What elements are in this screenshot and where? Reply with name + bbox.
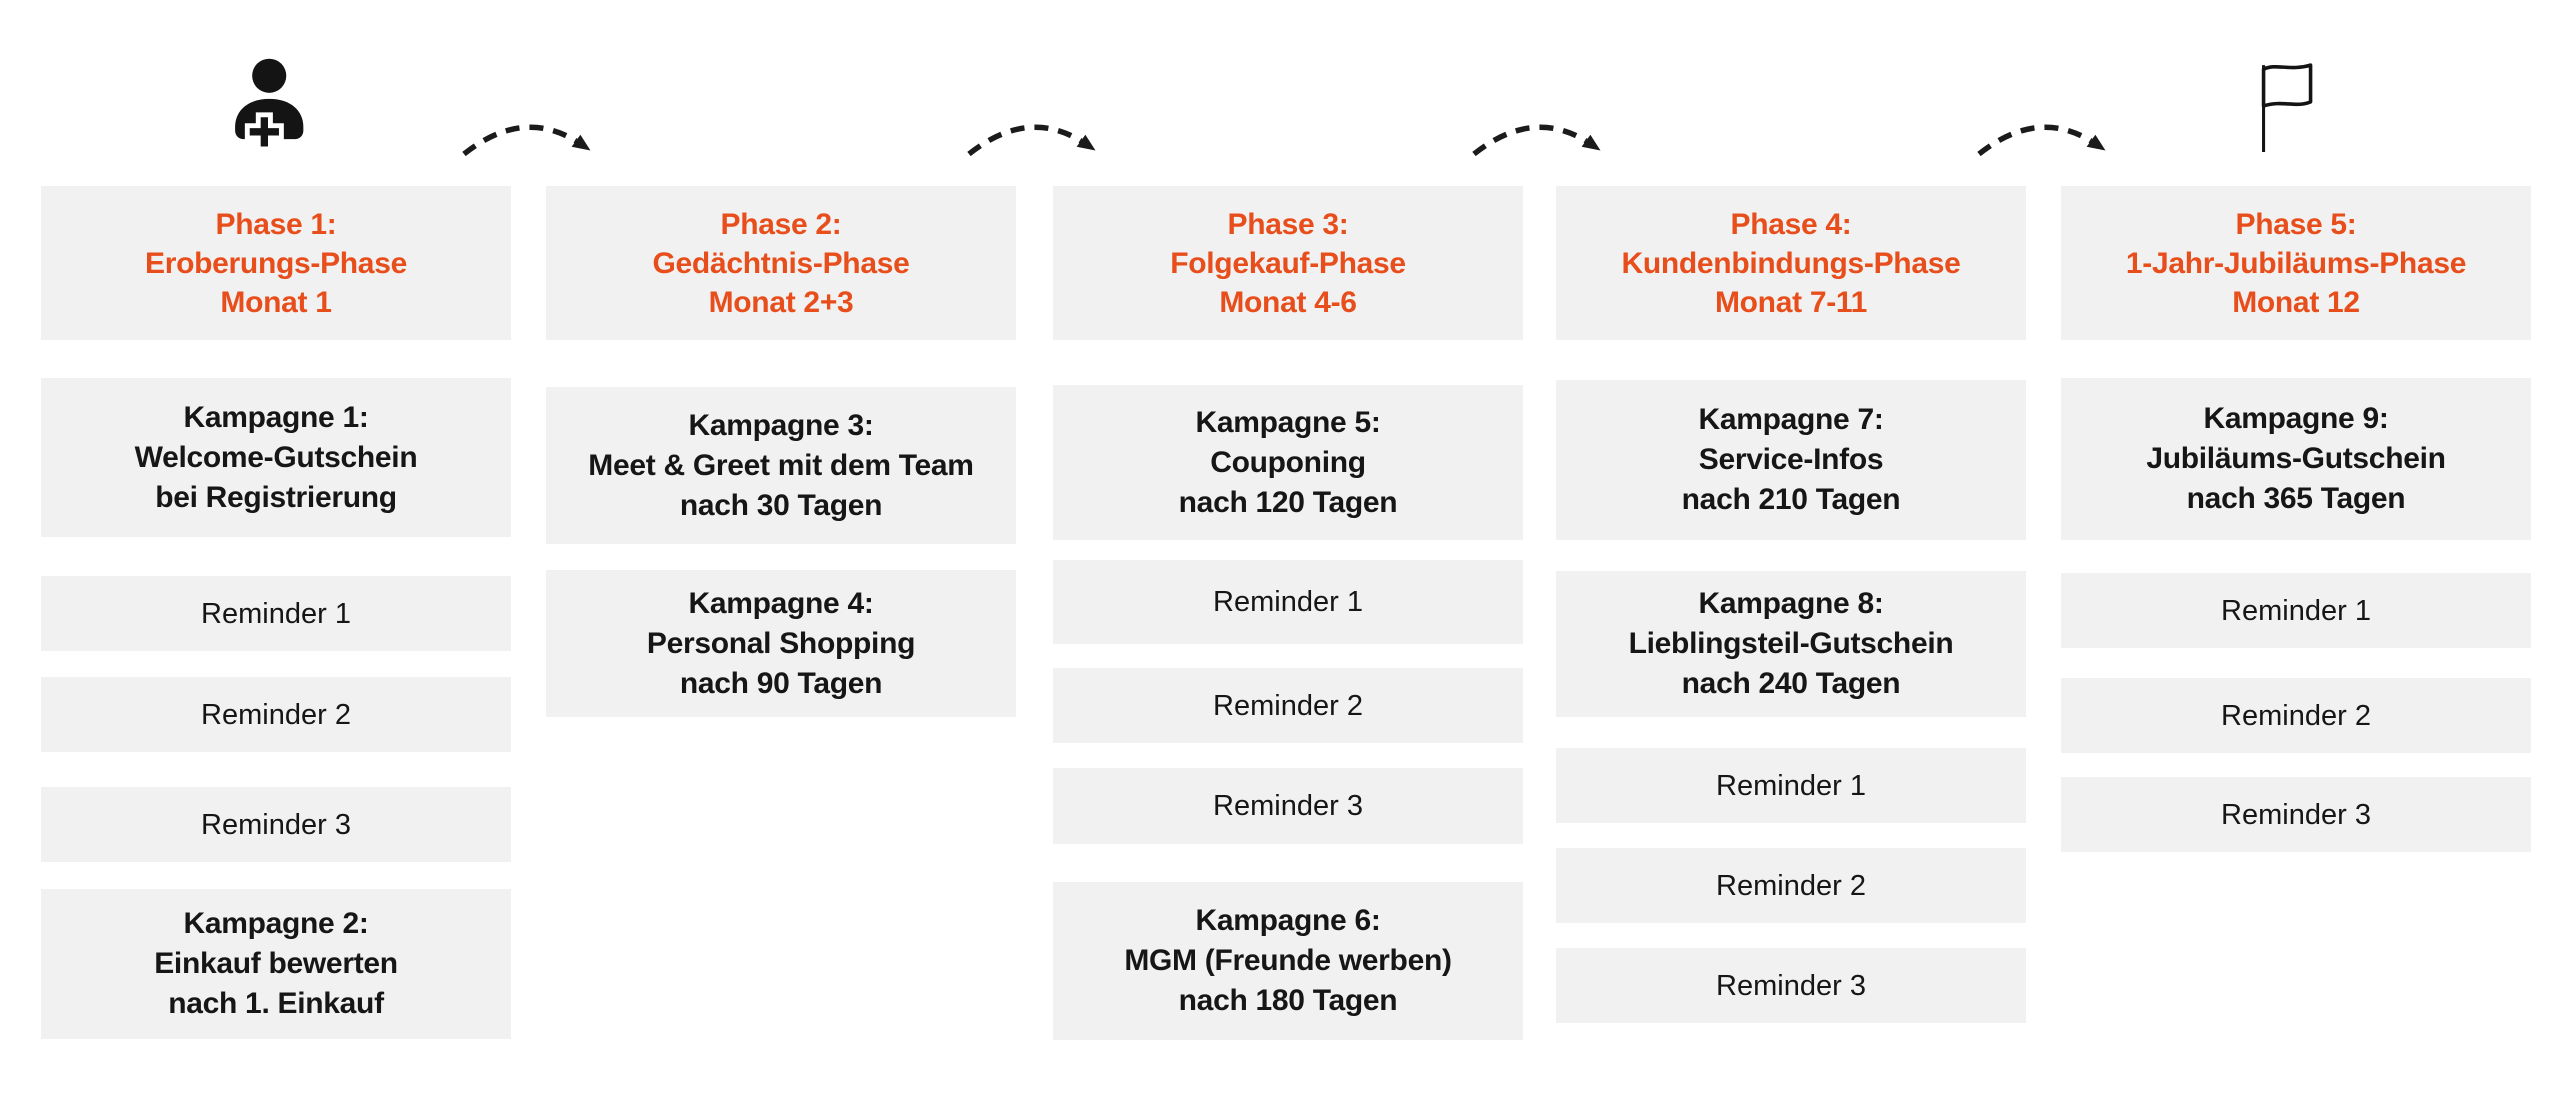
- campaign-box: [2061, 378, 2531, 540]
- campaign-description: Personal Shopping: [646, 626, 916, 660]
- phase-name: Folgekauf-Phase: [1170, 246, 1406, 280]
- campaign-box: [1556, 380, 2026, 540]
- reminder-box: [1556, 848, 2026, 923]
- campaign-timing: nach 30 Tagen: [679, 488, 883, 522]
- reminder-label: Reminder 2: [201, 698, 351, 731]
- campaign-description: Welcome-Gutschein: [134, 440, 418, 474]
- phase-column-5: [2061, 0, 2531, 1099]
- phase-title: Phase 5:: [2235, 207, 2357, 241]
- campaign-timing: nach 120 Tagen: [1178, 485, 1398, 519]
- reminder-box: [1053, 668, 1523, 743]
- campaign-timing: nach 210 Tagen: [1681, 483, 1901, 516]
- campaign-box: [1556, 571, 2026, 717]
- reminder-label: Reminder 1: [201, 597, 351, 630]
- campaign-title: Kampagne 5:: [1195, 405, 1381, 439]
- reminder-box: [41, 576, 511, 651]
- reminder-box: [41, 787, 511, 862]
- phase-name: Eroberungs-Phase: [145, 246, 407, 280]
- campaign-title: Kampagne 7:: [1698, 403, 1884, 436]
- campaign-title: Kampagne 3:: [688, 408, 874, 442]
- campaign-box: [1053, 882, 1523, 1040]
- campaign-description: Jubiläums-Gutschein: [2146, 442, 2446, 475]
- campaign-box: [546, 387, 1016, 544]
- campaign-description: Einkauf bewerten: [154, 947, 398, 980]
- campaign-box: [1053, 385, 1523, 540]
- campaign-description: MGM (Freunde werben): [1124, 944, 1452, 977]
- campaign-title: Kampagne 2:: [183, 907, 369, 940]
- phase-header-box: [1556, 186, 2026, 340]
- reminder-label: Reminder 1: [2221, 594, 2371, 627]
- phase-title: Phase 1:: [215, 207, 337, 241]
- phase-column-1: [41, 0, 511, 1099]
- campaign-description: Meet & Greet mit dem Team: [588, 448, 974, 482]
- phase-header-box: [546, 186, 1016, 340]
- phase-name: Gedächtnis-Phase: [652, 246, 910, 280]
- campaign-title: Kampagne 6:: [1195, 904, 1381, 937]
- reminder-box: [1556, 948, 2026, 1023]
- reminder-label: Reminder 1: [1213, 586, 1363, 618]
- reminder-box: [1053, 768, 1523, 844]
- campaign-title: Kampagne 8:: [1698, 587, 1884, 620]
- campaign-description: Lieblingsteil-Gutschein: [1628, 627, 1954, 660]
- campaign-timing: nach 240 Tagen: [1681, 667, 1901, 700]
- campaign-description: Couponing: [1210, 445, 1366, 479]
- reminder-label: Reminder 1: [1716, 769, 1866, 802]
- campaign-timing: nach 365 Tagen: [2186, 482, 2406, 515]
- phase-header-box: [41, 186, 511, 340]
- phase-title: Phase 3:: [1227, 207, 1349, 241]
- phase-period: Monat 4-6: [1219, 285, 1357, 319]
- campaign-title: Kampagne 1:: [183, 400, 369, 434]
- campaign-description: Service-Infos: [1698, 443, 1884, 476]
- reminder-box: [2061, 573, 2531, 648]
- phase-title: Phase 4:: [1730, 207, 1852, 241]
- campaign-timing: nach 90 Tagen: [679, 666, 883, 700]
- reminder-label: Reminder 3: [1213, 790, 1363, 822]
- reminder-label: Reminder 2: [2221, 699, 2371, 732]
- campaign-box: [546, 570, 1016, 717]
- phase-column-4: [1556, 0, 2026, 1099]
- phase-period: Monat 1: [220, 285, 332, 319]
- campaign-box: [41, 889, 511, 1039]
- campaign-timing: bei Registrierung: [155, 480, 397, 514]
- phase-period: Monat 7-11: [1714, 285, 1868, 319]
- reminder-label: Reminder 2: [1716, 869, 1866, 902]
- phase-column-2: [546, 0, 1016, 1099]
- reminder-box: [1556, 748, 2026, 823]
- reminder-box: [2061, 678, 2531, 753]
- campaign-timing: nach 1. Einkauf: [168, 987, 384, 1020]
- reminder-label: Reminder 2: [1213, 689, 1363, 722]
- campaign-timing: nach 180 Tagen: [1178, 984, 1398, 1017]
- reminder-box: [1053, 560, 1523, 644]
- phase-column-3: [1053, 0, 1523, 1099]
- reminder-label: Reminder 3: [201, 808, 351, 841]
- reminder-label: Reminder 3: [1716, 969, 1866, 1002]
- phase-name: Kundenbindungs-Phase: [1621, 246, 1961, 280]
- phase-period: Monat 2+3: [708, 285, 854, 319]
- phase-name: 1-Jahr-Jubiläums-Phase: [2125, 246, 2467, 280]
- campaign-title: Kampagne 4:: [688, 586, 874, 620]
- campaign-title: Kampagne 9:: [2203, 402, 2389, 435]
- reminder-label: Reminder 3: [2221, 798, 2371, 831]
- reminder-box: [41, 677, 511, 752]
- phase-header-box: [2061, 186, 2531, 340]
- reminder-box: [2061, 777, 2531, 852]
- phase-header-box: [1053, 186, 1523, 340]
- phase-title: Phase 2:: [720, 207, 842, 241]
- phase-period: Monat 12: [2232, 285, 2360, 319]
- campaign-box: [41, 378, 511, 537]
